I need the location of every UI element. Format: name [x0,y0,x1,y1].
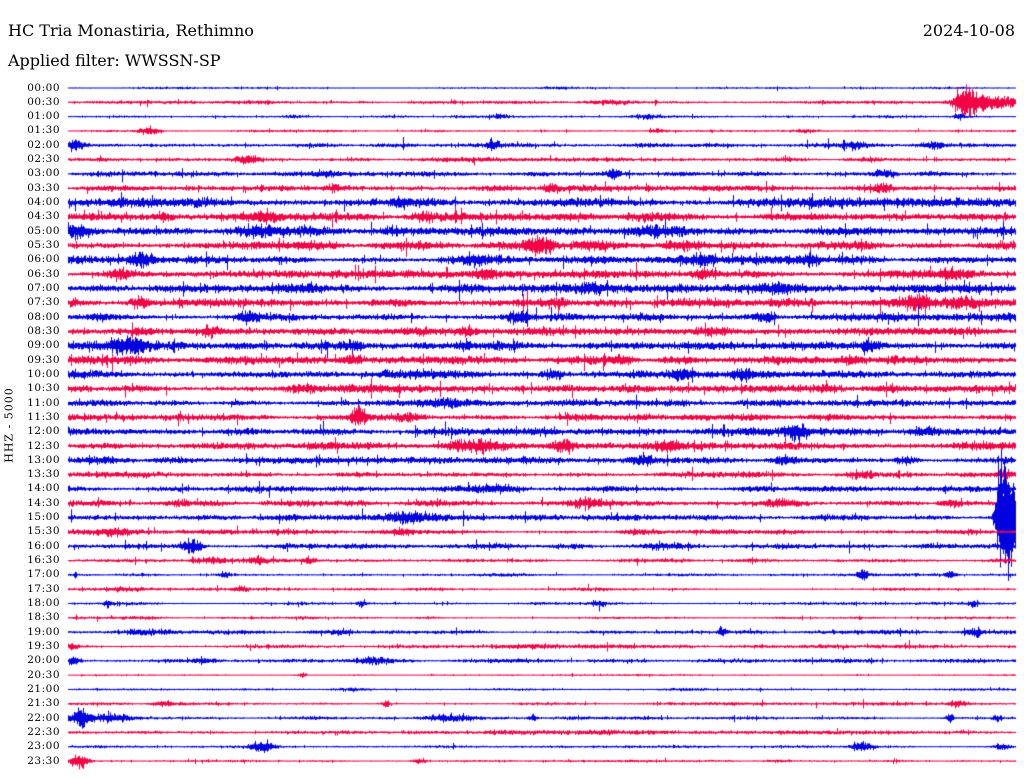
row-time-label: 11:30 [27,410,60,423]
row-time-label: 07:00 [27,281,60,294]
row-time-label: 22:30 [27,725,60,738]
row-time-label: 21:00 [27,682,60,695]
row-time-label: 18:30 [27,611,60,624]
applied-filter-label: Applied filter: WWSSN-SP [8,51,221,70]
row-time-label: 12:30 [27,439,60,452]
channel-scale-label: HHZ - 5000 [2,387,16,463]
row-time-label: 02:30 [27,153,60,166]
row-time-label: 03:30 [27,181,60,194]
row-time-label: 16:30 [27,554,60,567]
row-time-label: 05:30 [27,239,60,252]
row-time-label: 06:00 [27,253,60,266]
row-time-label: 00:30 [27,95,60,108]
row-time-label: 23:00 [27,740,60,753]
row-time-label: 06:30 [27,267,60,280]
row-time-label: 11:00 [27,396,60,409]
row-time-label: 01:00 [27,110,60,123]
date-label: 2024-10-08 [922,21,1015,40]
row-time-label: 17:30 [27,582,60,595]
row-time-label: 04:30 [27,210,60,223]
row-time-label: 10:30 [27,382,60,395]
row-time-label: 13:30 [27,468,60,481]
row-time-label: 17:00 [27,568,60,581]
row-time-label: 02:00 [27,138,60,151]
row-time-label: 05:00 [27,224,60,237]
row-time-label: 14:30 [27,496,60,509]
row-time-label: 14:00 [27,482,60,495]
row-time-label: 03:00 [27,167,60,180]
row-time-label: 21:30 [27,697,60,710]
row-time-label: 18:00 [27,597,60,610]
row-time-label: 20:30 [27,668,60,681]
row-time-label: 09:00 [27,339,60,352]
row-time-label: 12:00 [27,425,60,438]
row-time-label: 00:00 [27,81,60,94]
row-time-label: 09:30 [27,353,60,366]
row-time-label: 22:00 [27,711,60,724]
row-time-label: 01:30 [27,124,60,137]
row-time-label: 04:00 [27,196,60,209]
row-time-label: 10:00 [27,367,60,380]
row-time-label: 16:00 [27,539,60,552]
row-time-label: 23:30 [27,754,60,767]
row-time-label: 19:00 [27,625,60,638]
row-time-label: 08:30 [27,324,60,337]
row-time-label: 15:30 [27,525,60,538]
row-time-label: 07:30 [27,296,60,309]
row-time-label: 20:00 [27,654,60,667]
time-labels-column [0,0,60,780]
row-time-label: 08:00 [27,310,60,323]
row-time-label: 19:30 [27,639,60,652]
row-time-label: 13:00 [27,453,60,466]
row-time-label: 15:00 [27,511,60,524]
station-title: HC Tria Monastiria, Rethimno [8,21,254,40]
